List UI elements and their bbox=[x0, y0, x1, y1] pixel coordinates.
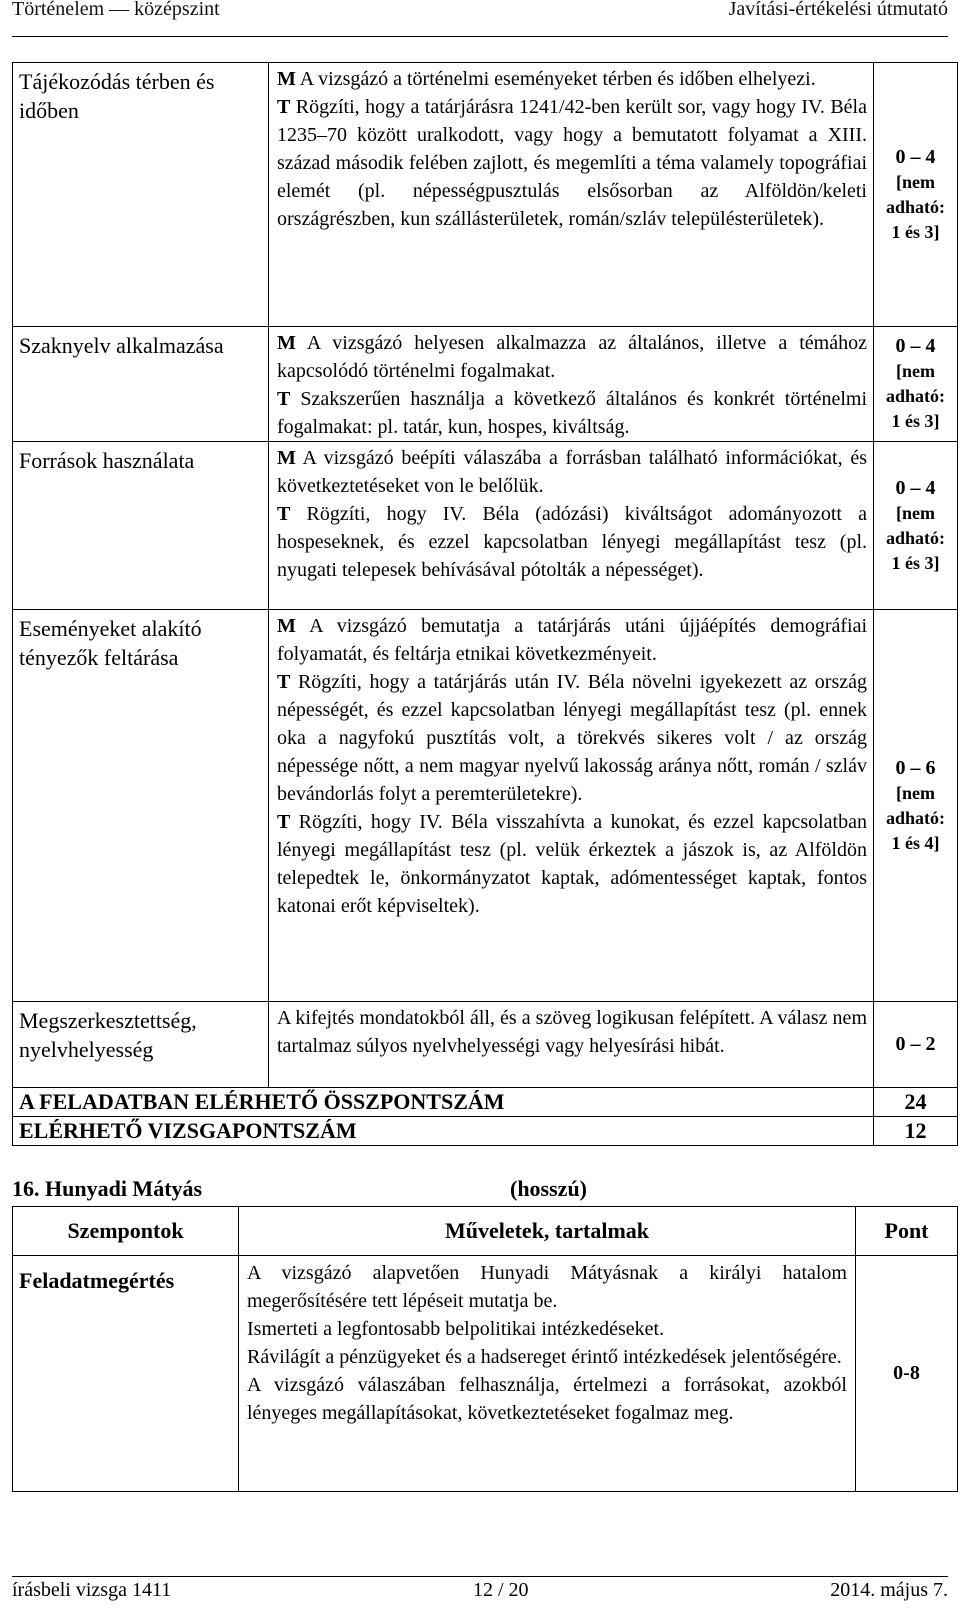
total-row bbox=[13, 1088, 958, 1117]
footer-date: 2014. május 7. bbox=[830, 1579, 948, 1601]
column-header-operations: Műveletek, tartalmak bbox=[239, 1207, 856, 1256]
table-row bbox=[13, 63, 958, 327]
criterion-cell: Szaknyelv alkalmazása bbox=[13, 327, 269, 442]
table-row bbox=[13, 327, 958, 442]
points-cell: 0 – 4 [nem adható: 1 és 3] bbox=[874, 63, 958, 327]
operations-cell: A kifejtés mondatokból áll, és a szöveg logikusan felépített. A válasz nem tartalmaz súlyos nyelvhelyességi vagy helyesírási hibát. bbox=[269, 1002, 874, 1088]
page-number: 12 / 20 bbox=[472, 1579, 529, 1601]
footer-exam: írásbeli vizsga 1411 bbox=[12, 1579, 172, 1601]
criterion-cell: Források használata bbox=[13, 442, 269, 610]
criterion-cell: Feladatmegértés bbox=[13, 1256, 239, 1492]
points-cell: 0 – 6 [nem adható: 1 és 4] bbox=[874, 610, 958, 1002]
column-header-criteria: Szempontok bbox=[13, 1207, 239, 1256]
exam-points-value: 12 bbox=[874, 1117, 958, 1146]
table-row bbox=[13, 610, 958, 1002]
total-label: A FELADATBAN ELÉRHETŐ ÖSSZPONTSZÁM bbox=[13, 1088, 874, 1117]
section-title: 16. Hunyadi Mátyás bbox=[12, 1176, 203, 1201]
page-footer bbox=[12, 1576, 948, 1602]
section-heading bbox=[12, 1176, 957, 1206]
points-cell: 0 – 2 bbox=[874, 1002, 958, 1088]
assessment-table-15 bbox=[12, 62, 958, 1146]
header-subject: Történelem — középszint bbox=[12, 0, 220, 20]
exam-points-row bbox=[13, 1117, 958, 1146]
points-cell: 0-8 bbox=[856, 1256, 958, 1492]
operations-cell: M A vizsgázó a történelmi eseményeket térben és időben elhelyezi. T Rögzíti, hogy a tatárjárásra 1241/42-ben került sor, vagy hogy IV. Béla 1235–70 között uralkodott, vagy hogy a bemutatott folyamat a XIII. század második felében zajlott, és megemlíti a téma valamely topográfiai elemét (pl. népességpusztulás elsősorban az Alföldön/keleti országrészben, kun szállásterületek, román/szláv településterületek). bbox=[269, 63, 874, 327]
total-value: 24 bbox=[874, 1088, 958, 1117]
assessment-table-16 bbox=[12, 1206, 958, 1492]
table-row bbox=[13, 1256, 958, 1492]
operations-cell: M A vizsgázó helyesen alkalmazza az általános, illetve a témához kapcsolódó történelmi fogalmakat. T Szakszerűen használja a következő általános és konkrét történelmi fogalmakat: pl. tatár, kun, hospes, kiváltság. bbox=[269, 327, 874, 442]
criterion-cell: Eseményeket alakító tényezők feltárása bbox=[13, 610, 269, 1002]
exam-points-label: ELÉRHETŐ VIZSGAPONTSZÁM bbox=[13, 1117, 874, 1146]
criterion-cell: Megszerkesztettség, nyelvhelyesség bbox=[13, 1002, 269, 1088]
operations-cell: M A vizsgázó bemutatja a tatárjárás utáni újjáépítés demográfiai folyamatát, és feltárja etnikai következményeit. T Rögzíti, hogy a tatárjárás után IV. Béla növelni igyekezett az ország népességét, és ezzel kapcsolatban lényegi megállapítást tesz (pl. ennek oka a nagyfokú pusztítás volt, a törekvés sikeres volt / az ország népessége nőtt, a nem magyar nyelvű lakosság aránya nőtt, román / szláv bevándorlás folyt a peremterületekre). T Rögzíti, hogy IV. Béla visszahívta a kunokat, és ezzel kapcsolatban lényegi megállapítást tesz (pl. velük érkeztek a jászok is, az Alföldön telepedtek le, önkormányzatot kaptak, adómentességet kaptak, fontos katonai erőt képviseltek). bbox=[269, 610, 874, 1002]
table-row bbox=[13, 1002, 958, 1088]
operations-cell: M A vizsgázó beépíti válaszába a forrásban található információkat, és következtetéseket von le belőlük. T Rögzíti, hogy IV. Béla (adózási) kiváltságot adományozott a hospeseknek, és ezzel kapcsolatban lényegi megállapítást tesz (pl. nyugati telepesek behívásával pótolták a népességet). bbox=[269, 442, 874, 610]
section-type: (hosszú) bbox=[510, 1176, 588, 1201]
criterion-cell: Tájékozódás térben és időben bbox=[13, 63, 269, 327]
header-doc-type: Javítási-értékelési útmutató bbox=[728, 0, 948, 20]
operations-cell: A vizsgázó alapvetően Hunyadi Mátyásnak a királyi hatalom megerősítésére tett lépéseit mutatja be. Ismerteti a legfontosabb belpolitikai intézkedéseket. Rávilágít a pénzügyeket és a hadsereget érintő intézkedések jelentőségére. A vizsgázó válaszában felhasználja, értelmezi a forrásokat, azokból lényeges megállapításokat, következtetéseket fogalmaz meg. bbox=[239, 1256, 856, 1492]
page-header bbox=[12, 0, 948, 37]
points-cell: 0 – 4 [nem adható: 1 és 3] bbox=[874, 327, 958, 442]
header-row bbox=[13, 1207, 958, 1256]
table-row bbox=[13, 442, 958, 610]
column-header-points: Pont bbox=[856, 1207, 958, 1256]
points-cell: 0 – 4 [nem adható: 1 és 3] bbox=[874, 442, 958, 610]
